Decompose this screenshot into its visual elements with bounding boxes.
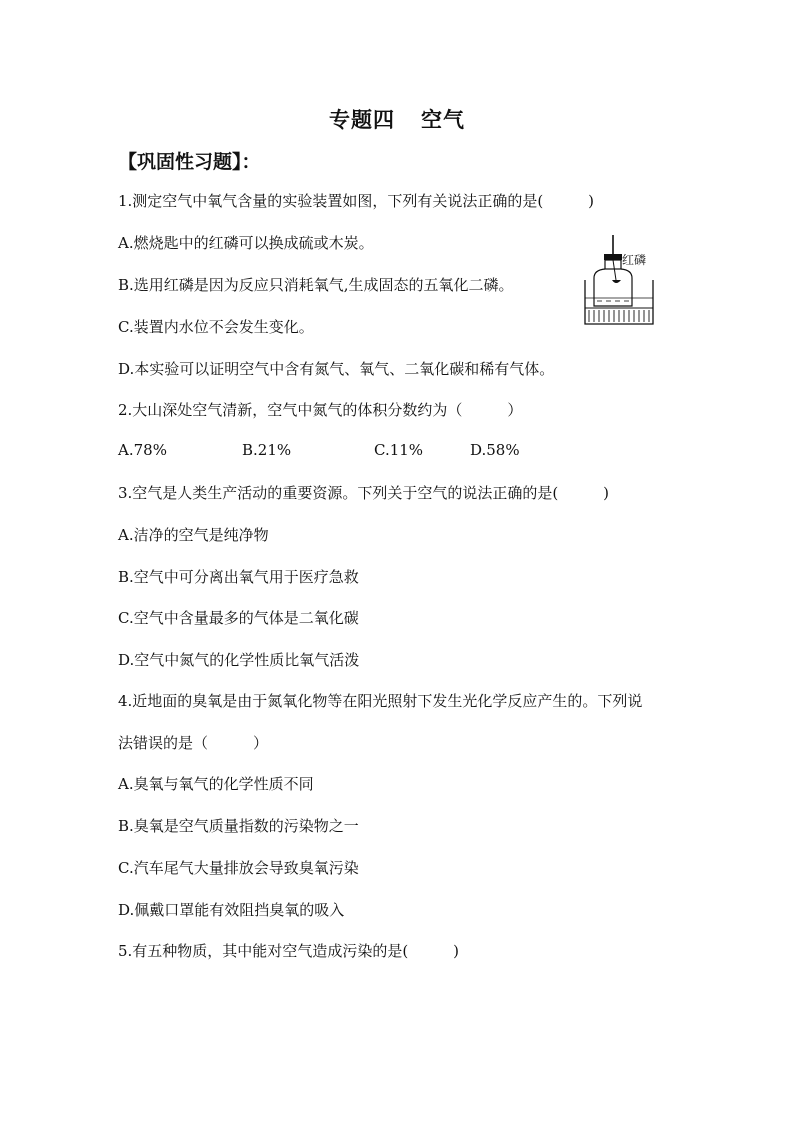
figure-label: 红磷 [622, 253, 647, 267]
question-2-option-c: C.11% [374, 441, 424, 459]
title-part-1: 专题四 [329, 107, 395, 132]
question-3-option-a: A.洁净的空气是纯净物 [118, 526, 269, 544]
question-2-option-b: B.21% [242, 441, 292, 459]
question-2-options [118, 441, 618, 461]
question-2-option-d: D.58% [470, 441, 520, 459]
question-4-stem-line-1: 4.近地面的臭氧是由于氮氧化物等在阳光照射下发生光化学反应产生的。下列说 [118, 692, 643, 710]
question-2-stem: 2.大山深处空气清新，空气中氮气的体积分数约为（ ） [118, 401, 523, 419]
question-1-option-c: C.装置内水位不会发生变化。 [118, 318, 314, 336]
apparatus-diagram-icon [582, 234, 662, 330]
question-3-stem: 3.空气是人类生产活动的重要资源。下列关于空气的说法正确的是( ) [118, 484, 610, 502]
question-4-option-c: C.汽车尾气大量排放会导致臭氧污染 [118, 859, 359, 877]
question-5-stem: 5.有五种物质，其中能对空气造成污染的是( ) [118, 942, 460, 960]
question-4-option-d: D.佩戴口罩能有效阻挡臭氧的吸入 [118, 901, 345, 919]
title-part-2: 空气 [421, 107, 465, 132]
page-title [0, 104, 794, 134]
question-1-option-d: D.本实验可以证明空气中含有氮气、氧气、二氧化碳和稀有气体。 [118, 360, 555, 378]
question-4-option-b: B.臭氧是空气质量指数的污染物之一 [118, 817, 359, 835]
question-2-option-a: A.78% [118, 441, 167, 459]
question-4-option-a: A.臭氧与氧气的化学性质不同 [118, 775, 314, 793]
question-1-stem: 1.测定空气中氧气含量的实验装置如图，下列有关说法正确的是( ) [118, 192, 595, 210]
red-phosphorus-apparatus-figure [582, 234, 662, 330]
question-3-option-b: B.空气中可分离出氧气用于医疗急救 [118, 568, 359, 586]
question-4-stem-line-2: 法错误的是（ ） [118, 734, 269, 752]
question-3-option-c: C.空气中含量最多的气体是二氧化碳 [118, 609, 359, 627]
question-3-option-d: D.空气中氮气的化学性质比氧气活泼 [118, 651, 360, 669]
question-1-option-b: B.选用红磷是因为反应只消耗氧气,生成固态的五氧化二磷。 [118, 276, 514, 294]
section-heading: 【巩固性习题】： [118, 151, 261, 173]
question-1-option-a: A.燃烧匙中的红磷可以换成硫或木炭。 [118, 234, 374, 252]
